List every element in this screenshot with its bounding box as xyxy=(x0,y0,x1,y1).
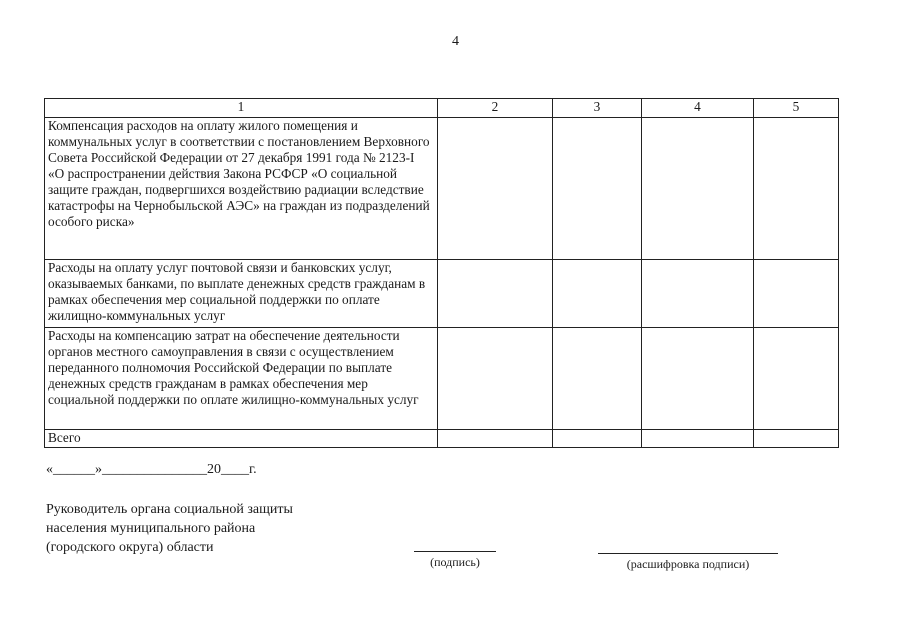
signer-line-3: (городского округа) области xyxy=(46,540,214,555)
column-header-1: 1 xyxy=(45,99,438,118)
signer-line-2: населения муниципального района xyxy=(46,521,256,536)
table-row-total xyxy=(45,430,839,448)
report-table xyxy=(44,98,839,448)
column-header-2: 2 xyxy=(438,99,553,118)
row-value-col-2 xyxy=(438,430,553,448)
signature-line xyxy=(414,551,496,552)
row-description: Расходы на компенсацию затрат на обеспечение деятельности органов местного самоуправления в связи с осуществлением переданного полномочия Российской Федерации по выплате денежных средств гражданам в рамках обеспечения мер социальной поддержки по оплате жилищно-коммунальных услуг xyxy=(45,328,438,430)
signature-decode-label: (расшифровка подписи) xyxy=(626,557,750,571)
row-value-col-2 xyxy=(438,328,553,430)
column-header-5: 5 xyxy=(754,99,839,118)
row-description: Компенсация расходов на оплату жилого помещения и коммунальных услуг в соответствии с постановлением Верховного Совета Российской Федерации от 27 декабря 1991 года № 2123-I «О распространении действия Закона РСФСР «О социальной защите граждан, подвергшихся воздействию радиации вследствие катастрофы на Чернобыльской АЭС» на граждан из подразделений особого риска» xyxy=(45,118,438,260)
row-value-col-5 xyxy=(754,118,839,260)
row-value-col-3 xyxy=(553,118,642,260)
signature-label: (подпись) xyxy=(430,555,480,569)
table-header-row xyxy=(45,99,839,118)
row-value-col-3 xyxy=(553,328,642,430)
page-number: 4 xyxy=(452,34,459,49)
row-value-col-4 xyxy=(642,328,754,430)
table-row xyxy=(45,260,839,328)
row-value-col-2 xyxy=(438,260,553,328)
row-value-col-3 xyxy=(553,260,642,328)
column-header-3: 3 xyxy=(553,99,642,118)
signature-decode-line xyxy=(598,553,778,554)
row-value-col-4 xyxy=(642,430,754,448)
row-description: Расходы на оплату услуг почтовой связи и банковских услуг, оказываемых банками, по выплате денежных средств гражданам в рамках обеспечения мер социальной поддержки по оплате жилищно-коммунальных услуг xyxy=(45,260,438,328)
date-line: «______»_______________20____г. xyxy=(46,462,257,477)
row-value-col-5 xyxy=(754,260,839,328)
row-value-col-2 xyxy=(438,118,553,260)
row-value-col-5 xyxy=(754,430,839,448)
row-value-col-4 xyxy=(642,260,754,328)
row-value-col-4 xyxy=(642,118,754,260)
row-value-col-5 xyxy=(754,328,839,430)
table-row xyxy=(45,328,839,430)
row-value-col-3 xyxy=(553,430,642,448)
signer-line-1: Руководитель органа социальной защиты xyxy=(46,502,293,517)
table-row xyxy=(45,118,839,260)
row-description: Всего xyxy=(45,430,438,448)
column-header-4: 4 xyxy=(642,99,754,118)
signer-block xyxy=(46,500,293,557)
